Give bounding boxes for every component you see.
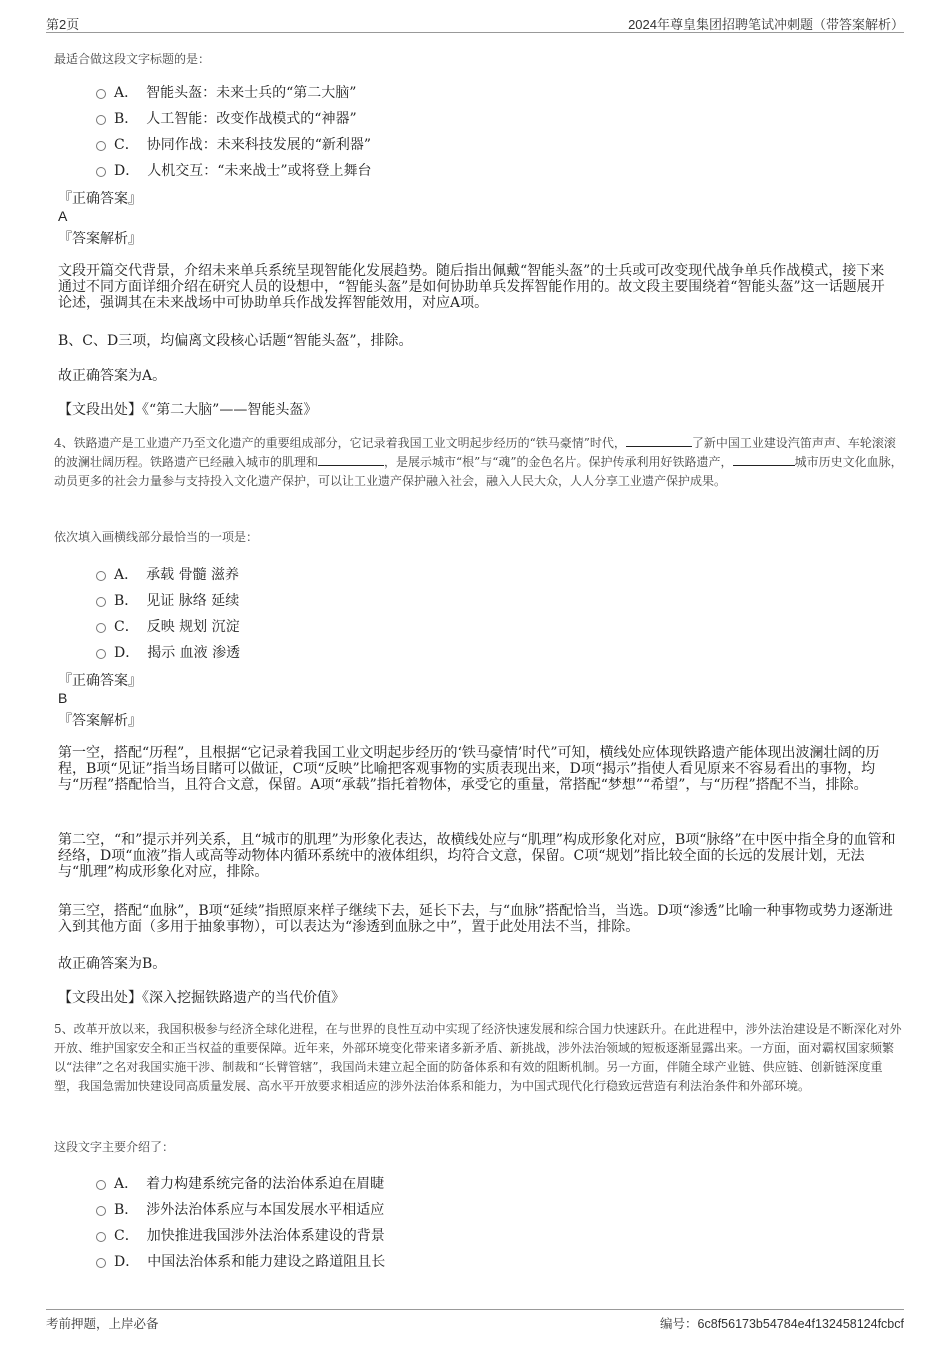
q5-option-b[interactable]: B． 涉外法治体系应与本国发展水平相适应 xyxy=(96,1199,384,1219)
q3-answer: A xyxy=(58,208,68,224)
q4-option-c[interactable]: C． 反映 规划 沉淀 xyxy=(96,616,240,636)
q5-option-a[interactable]: A． 着力构建系统完备的法治体系迫在眉睫 xyxy=(96,1173,384,1193)
blank-line xyxy=(626,434,692,447)
radio-icon[interactable] xyxy=(96,141,106,151)
document-code xyxy=(660,1314,904,1332)
q4-source: 【文段出处】《深入挖掘铁路遗产的当代价值》 xyxy=(58,990,345,1006)
q5-option-c[interactable]: C． 加快推进我国涉外法治体系建设的背景 xyxy=(96,1225,385,1245)
radio-icon[interactable] xyxy=(96,89,106,99)
q4-analysis-paragraph: 第二空，“和”提示并列关系，且“城市的肌理”为形象化表达，故横线处应与“肌理”构成形象化对应，B项“脉络”在中医中指全身的血管和经络，D项“血液”指人或高等动物体内循环系统中的液体组织，均符合文意，保留。C项“规划”指比较全面的长远的发展计划，无法与“肌理”构成形象化对应，排除。 xyxy=(58,832,896,880)
page-footer xyxy=(46,1309,904,1336)
page-number: 第2页 xyxy=(46,17,80,32)
q5-question-text: 5、改革开放以来，我国积极参与经济全球化进程，在与世界的良性互动中实现了经济快速发展和综合国力快速跃升。在此进程中，涉外法治建设是不断深化对外开放、维护国家安全和正当权益的重要保障。近年来，外部环境变化带来诸多新矛盾、新挑战，涉外法治领域的短板逐渐显露出来。一方面，面对霸权国家频繁以“法律”之名对我国实施干涉、制裁和“长臂管辖”，我国尚未建立起全面的防备体系和有效的阻断机制。另一方面，伴随全球产业链、供应链、创新链深度重塑，我国急需加快建设同高质量发展、高水平开放要求相适应的涉外法治体系和能力，为中国式现代化行稳致远营造有利法治条件和外部环境。 xyxy=(54,1022,902,1093)
radio-icon[interactable] xyxy=(96,1180,106,1190)
q4-option-a[interactable]: A． 承载 骨髓 滋养 xyxy=(96,564,239,584)
q4-answer: B xyxy=(58,690,68,706)
document-code-value: 6c8f56173b54784e4f132458124fcbcf xyxy=(697,1317,904,1331)
q4-analysis-paragraph: 第三空，搭配“血脉”，B项“延续”指照原来样子继续下去，延长下去，与“血脉”搭配恰当，当选。D项“渗透”比喻一种事物或势力逐渐进入到其他方面（多用于抽象事物），可以表达为“渗透到血脉之中”，置于此处用法不当，排除。 xyxy=(58,903,893,935)
q4-option-b[interactable]: B． 见证 脉络 延续 xyxy=(96,590,239,610)
q3-analysis-paragraph: B、C、D三项，均偏离文段核心话题“智能头盔”，排除。 xyxy=(58,333,413,349)
radio-icon[interactable] xyxy=(96,649,106,659)
q4-analysis-paragraph: 故正确答案为B。 xyxy=(58,956,167,972)
q4-option-d[interactable]: D． 揭示 血液 渗透 xyxy=(96,642,240,662)
q3-option-a[interactable]: A． 智能头盔：未来士兵的“第二大脑” xyxy=(96,82,356,102)
q3-analysis-label: 『答案解析』 xyxy=(58,231,142,247)
blank-line xyxy=(733,453,795,466)
q4-question-text: 4、铁路遗产是工业遗产乃至文化遗产的重要组成部分，它记录着我国工业文明起步经历的“铁马豪情”时代， 了新中国工业建设汽笛声声、车轮滚滚的波澜壮阔历程。铁路遗产已经融入城市的肌理和 ，是展示城市“根”与“魂”的金色名片。保护传承利用好铁路遗产， 城市历史文化血脉，动员更多的社会力量参与支持投入文化遗产保护，可以让工业遗产保护融入社会，融入人民大众，人人分享工业遗产保护成果。 xyxy=(54,436,903,488)
radio-icon[interactable] xyxy=(96,1232,106,1242)
q3-source: 【文段出处】《“第二大脑”——智能头盔》 xyxy=(58,402,318,418)
q4-prompt: 依次填入画横线部分最恰当的一项是： xyxy=(54,530,259,544)
q3-analysis-paragraph: 文段开篇交代背景，介绍未来单兵系统呈现智能化发展趋势。随后指出佩戴“智能头盔”的士兵或可改变现代战争单兵作战模式，接下来通过不同方面详细介绍在研究人员的设想中，“智能头盔”是如何协助单兵发挥智能作用的。故文段主要围绕着“智能头盔”这一话题展开论述，强调其在未来战场中可协助单兵作战发挥智能效用，对应A项。 xyxy=(58,263,885,311)
q3-option-d[interactable]: D． 人机交互：“未来战士”或将登上舞台 xyxy=(96,160,372,180)
document-title: 2024年尊皇集团招聘笔试冲刺题（带答案解析） xyxy=(628,17,904,32)
radio-icon[interactable] xyxy=(96,623,106,633)
q3-option-c[interactable]: C． 协同作战：未来科技发展的“新利器” xyxy=(96,134,371,154)
radio-icon[interactable] xyxy=(96,571,106,581)
page-header xyxy=(46,12,904,33)
document-code-label: 编号： xyxy=(660,1317,698,1331)
blank-line xyxy=(318,453,384,466)
q5-prompt: 这段文字主要介绍了： xyxy=(54,1140,175,1154)
radio-icon[interactable] xyxy=(96,115,106,125)
q3-prompt: 最适合做这段文字标题的是： xyxy=(54,52,211,66)
q4-analysis-paragraph: 第一空，搭配“历程”，且根据“它记录着我国工业文明起步经历的‘铁马豪情’时代”可知，横线处应体现铁路遗产能体现出波澜壮阔的历程，B项“见证”指当场目睹可以做证，C项“反映”比喻把客观事物的实质表现出来，D项“揭示”指使人看见原来不容易看出的事物，均与“历程”搭配恰当，且符合文意，保留。A项“承载”指托着物体，承受它的重量，常搭配“梦想”“希望”，与“历程”搭配不当，排除。 xyxy=(58,745,880,793)
radio-icon[interactable] xyxy=(96,167,106,177)
q3-answer-label: 『正确答案』 xyxy=(58,191,142,207)
q4-answer-label: 『正确答案』 xyxy=(58,673,142,689)
radio-icon[interactable] xyxy=(96,597,106,607)
q3-option-b[interactable]: B． 人工智能：改变作战模式的“神器” xyxy=(96,108,357,128)
radio-icon[interactable] xyxy=(96,1258,106,1268)
q4-analysis-label: 『答案解析』 xyxy=(58,713,142,729)
q3-analysis-paragraph: 故正确答案为A。 xyxy=(58,368,167,384)
q5-option-d[interactable]: D． 中国法治体系和能力建设之路道阻且长 xyxy=(96,1251,385,1271)
footer-slogan: 考前押题，上岸必备 xyxy=(46,1317,159,1331)
radio-icon[interactable] xyxy=(96,1206,106,1216)
